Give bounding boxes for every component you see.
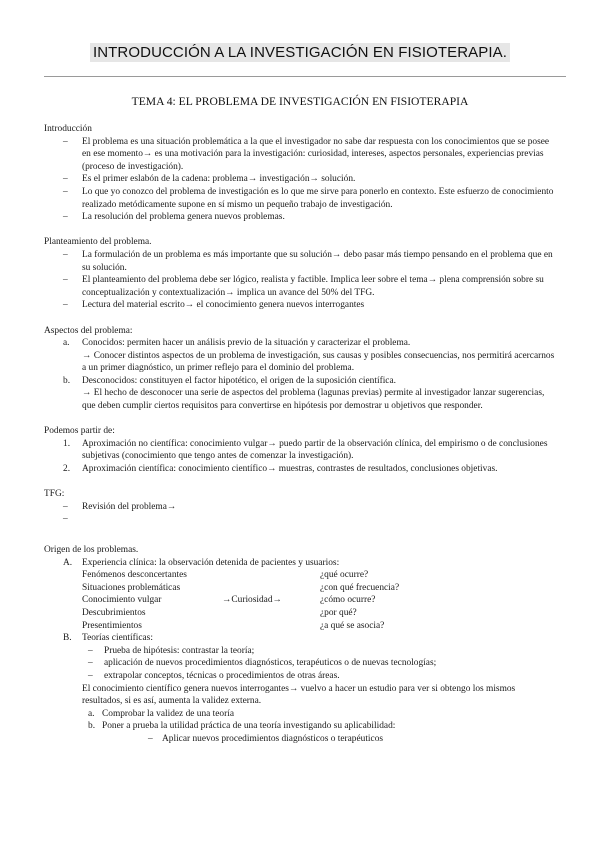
list-item: – La resolución del problema genera nuevos problemas. xyxy=(63,212,285,223)
topic-subtitle: TEMA 4: EL PROBLEMA DE INVESTIGACIÓN EN FISIOTERAPIA xyxy=(131,95,469,108)
list-item: B. Teorías científicas: xyxy=(63,633,153,644)
grid-row: Descubrimientos ¿por qué? xyxy=(82,607,357,618)
grid-row: Presentimientos ¿a qué se asocia? xyxy=(82,620,385,631)
grid-row: Situaciones problemáticas ¿con qué frecuencia? xyxy=(82,582,400,593)
list-item: – La formulación de un problema es más importante que su solución→ debo pasar más tiempo pensando en el problema que en su solución. xyxy=(63,249,553,273)
title-wrap xyxy=(0,42,600,62)
list-item: – Lectura del material escrito→ el conocimiento genera nuevos interrogantes xyxy=(63,300,365,311)
list-item: – Es el primer eslabón de la cadena: problema→ investigación→ solución. xyxy=(63,174,356,185)
section-tfg xyxy=(44,488,556,526)
list-item: b. Poner a prueba la utilidad práctica de una teoría investigando su aplicabilidad: xyxy=(88,721,396,732)
title-divider xyxy=(44,76,566,77)
list-item: a. Conocidos: permiten hacer un análisis previo de la situación y caracterizar el problema. → Conocer distintos aspectos de un problema de investigación, sus causas y posibles consecuencias, nos permitirá acercarnos a un primer diagnóstico, un primer reflejo para el dominio del problema. xyxy=(63,338,555,374)
document-title: INTRODUCCIÓN A LA INVESTIGACIÓN EN FISIOTERAPIA. xyxy=(90,43,510,62)
section-heading: Podemos partir de: xyxy=(44,426,115,437)
section-introduccion xyxy=(44,123,556,224)
list-item: – Prueba de hipótesis: contrastar la teoría; xyxy=(88,645,255,656)
list-item: – El planteamiento del problema debe ser lógico, realista y factible. Implica leer sobre el tema→ plena comprensión sobre su conceptualización y contextualización→ implica un avance del 50% del TFG. xyxy=(63,275,544,298)
section-aspectos xyxy=(44,325,556,413)
item-note: → Conocer distintos aspectos de un problema de investigación, sus causas y posibles consecuencias, nos permitirá acercarnos a un primer diagnóstico, un primer reflejo para el dominio del problema. xyxy=(82,350,555,374)
list-item: – aplicación de nuevos procedimientos diagnósticos, terapéuticos o de nuevas tecnologías; xyxy=(88,658,437,669)
section-podemos-partir xyxy=(44,425,556,475)
list-item: – Lo que yo conozco del problema de investigación es lo que me sirve para ponerlo en contexto. Este esfuerzo de conocimiento realizado metódicamente supone en sí mismo un pequeño trabajo de investigación. xyxy=(63,186,554,210)
list-item: 2. Aproximación científica: conocimiento científico→ muestras, contrastes de resultados, conclusiones objetivas. xyxy=(63,464,498,475)
grid-row: Conocimiento vulgar →Curiosidad→ ¿cómo ocurre? xyxy=(82,595,376,606)
list-item: b. Desconocidos: constituyen el factor hipotético, el origen de la suposición científica. → El hecho de desconocer una serie de aspectos del problema (lagunas previas) permite al investigador lanzar sugerencias, que deben cumplir ciertos requisitos para convertirse en hipótesis por demostrar u objetivos que responder. xyxy=(44,375,556,413)
list-item: a. Comprobar la validez de una teoría xyxy=(88,708,234,719)
list-item: 1. Aproximación no científica: conocimiento vulgar→ puedo partir de la observación clínica, del empirismo o de conclusiones subjetivas (conocimiento que tengo antes de comenzar la investigación). xyxy=(63,438,548,462)
section-heading: Planteamiento del problema. xyxy=(44,237,152,248)
section-heading: TFG: xyxy=(44,489,65,500)
document-body xyxy=(44,123,556,758)
section-heading: Origen de los problemas. xyxy=(44,545,139,555)
grid-row: Fenómenos desconcertantes ¿qué ocurre? xyxy=(82,570,369,581)
section-heading: Introducción xyxy=(44,124,92,134)
paragraph: El conocimiento científico genera nuevos interrogantes→ vuelvo a hacer un estudio para ver si obtengo los mismos resultados, si es así, aumenta la validez externa. xyxy=(82,683,516,707)
list-item: A. Experiencia clínica: la observación detenida de pacientes y usuarios: xyxy=(63,557,340,568)
section-origen xyxy=(44,544,556,746)
list-item: – Aplicar nuevos procedimientos diagnósticos o terapéuticos xyxy=(148,733,384,744)
list-item: – El problema es una situación problemática a la que el investigador no sabe dar respuesta con los conocimientos que se posee en ese momento→ es una motivación para la investigación: curiosidad, intereses, aspectos personales, experiencias previas (proceso de investigación). xyxy=(63,136,550,172)
section-heading: Aspectos del problema: xyxy=(44,325,133,336)
item-note: → El hecho de desconocer una serie de aspectos del problema (lagunas previas) permite al investigador lanzar sugerencias, que deben cumplir ciertos requisitos para convertirse en hipótesis por demostrar u objetivos que responder. xyxy=(82,388,545,412)
list-item: – extrapolar conceptos, técnicas o procedimientos de otras áreas. xyxy=(88,670,340,681)
list-item: – Revisión del problema→ xyxy=(63,501,177,512)
list-item: – xyxy=(63,514,68,525)
section-planteamiento xyxy=(44,236,556,312)
